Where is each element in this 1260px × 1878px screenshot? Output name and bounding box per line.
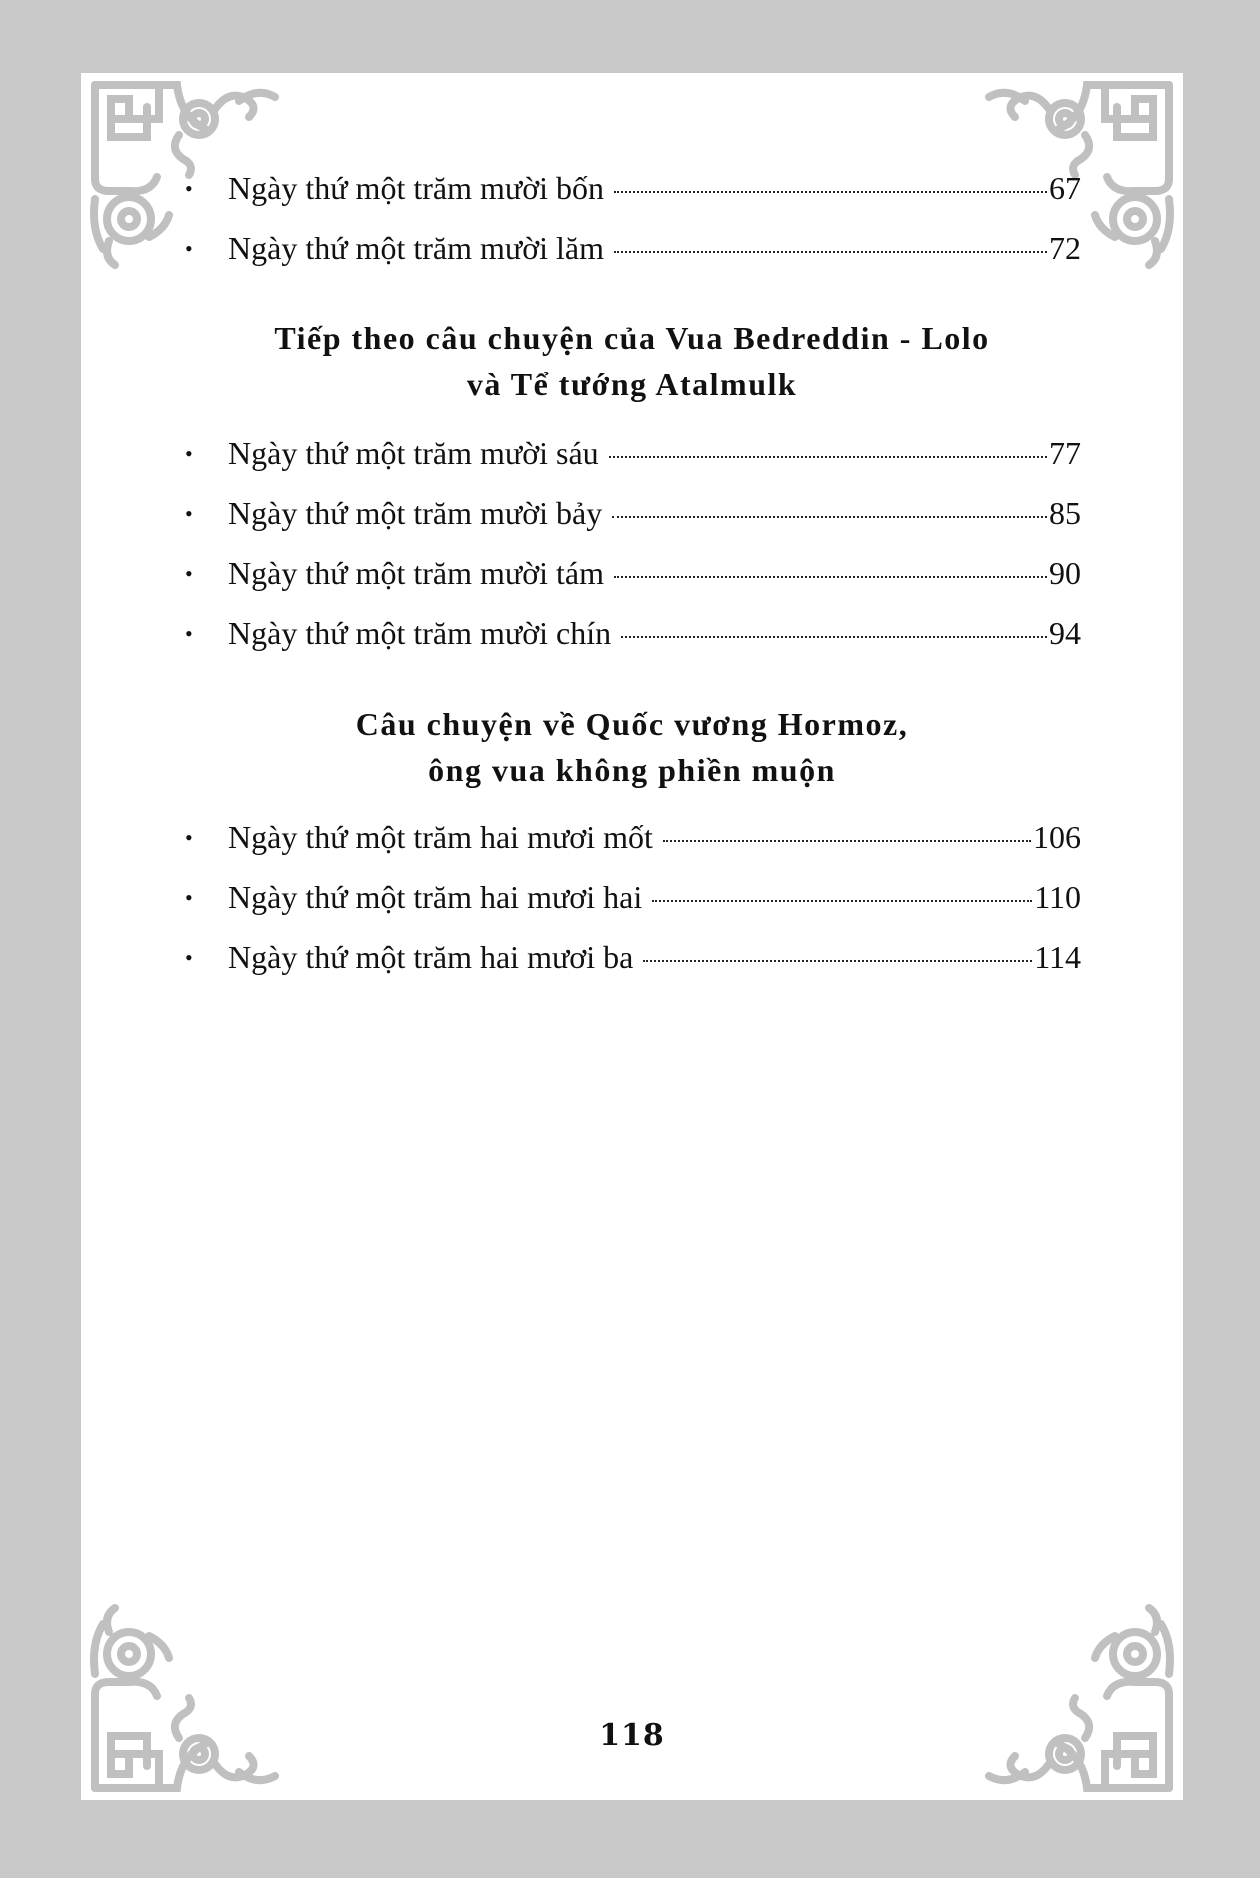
- bullet-icon: •: [185, 236, 193, 261]
- toc-entry-title: Ngày thứ một trăm mười lăm: [228, 230, 604, 266]
- toc-entry-title: Ngày thứ một trăm mười tám: [228, 555, 604, 591]
- toc-entry-page: 114: [1034, 939, 1081, 975]
- corner-ornament-icon: [975, 1604, 1175, 1794]
- toc-entry-page: 67: [1049, 170, 1081, 206]
- toc-entry-page: 110: [1034, 879, 1081, 915]
- section-heading-line: và Tể tướng Atalmulk: [466, 366, 798, 402]
- bullet-icon: •: [185, 825, 193, 850]
- dot-leader: [614, 181, 1047, 193]
- dot-leader: [609, 446, 1047, 458]
- toc-entry[interactable]: [185, 228, 1081, 268]
- corner-ornament-icon: [89, 1604, 289, 1794]
- toc-entry[interactable]: [185, 877, 1081, 917]
- bullet-icon: •: [185, 945, 193, 970]
- toc-entry[interactable]: [185, 613, 1081, 653]
- toc-entry-page: 90: [1049, 555, 1081, 591]
- toc-entry[interactable]: [185, 433, 1081, 473]
- dot-leader: [614, 566, 1047, 578]
- toc-entry[interactable]: [185, 493, 1081, 533]
- toc-entry-title: Ngày thứ một trăm mười sáu: [228, 435, 599, 471]
- toc-entry-page: 85: [1049, 495, 1081, 531]
- book-page: [81, 73, 1183, 1800]
- section-heading-line: Câu chuyện về Quốc vương Hormoz,: [355, 706, 909, 742]
- dot-leader: [663, 830, 1031, 842]
- dot-leader: [643, 950, 1032, 962]
- toc-entry-title: Ngày thứ một trăm mười bảy: [228, 495, 603, 531]
- dot-leader: [612, 506, 1047, 518]
- section-heading-line: Tiếp theo câu chuyện của Vua Bedreddin - Lolo: [274, 320, 990, 356]
- toc-entry-title: Ngày thứ một trăm mười bốn: [228, 170, 605, 206]
- bullet-icon: •: [185, 885, 193, 910]
- page-number: 118: [599, 1718, 665, 1753]
- dot-leader: [652, 890, 1032, 902]
- toc-entry[interactable]: [185, 817, 1081, 857]
- dot-leader: [614, 241, 1047, 253]
- toc-entry-page: 94: [1049, 615, 1081, 651]
- bullet-icon: •: [185, 501, 193, 526]
- toc-entry-title: Ngày thứ một trăm mười chín: [228, 615, 612, 651]
- section-heading-line: ông vua không phiền muộn: [428, 752, 836, 788]
- bullet-icon: •: [185, 621, 193, 646]
- toc-entry-title: Ngày thứ một trăm hai mươi mốt: [228, 819, 653, 855]
- bullet-icon: •: [185, 561, 193, 586]
- toc-entry-page: 72: [1049, 230, 1081, 266]
- toc-entry[interactable]: [185, 168, 1081, 208]
- bullet-icon: •: [185, 441, 193, 466]
- toc-entry-page: 106: [1033, 819, 1081, 855]
- toc-entry-page: 77: [1049, 435, 1081, 471]
- toc-entry[interactable]: [185, 553, 1081, 593]
- section-heading: [81, 315, 1183, 407]
- bullet-icon: •: [185, 176, 193, 201]
- toc-entry-title: Ngày thứ một trăm hai mươi hai: [228, 879, 643, 915]
- dot-leader: [621, 626, 1047, 638]
- section-heading: [81, 701, 1183, 793]
- toc-entry-title: Ngày thứ một trăm hai mươi ba: [228, 939, 634, 975]
- toc-entry[interactable]: [185, 937, 1081, 977]
